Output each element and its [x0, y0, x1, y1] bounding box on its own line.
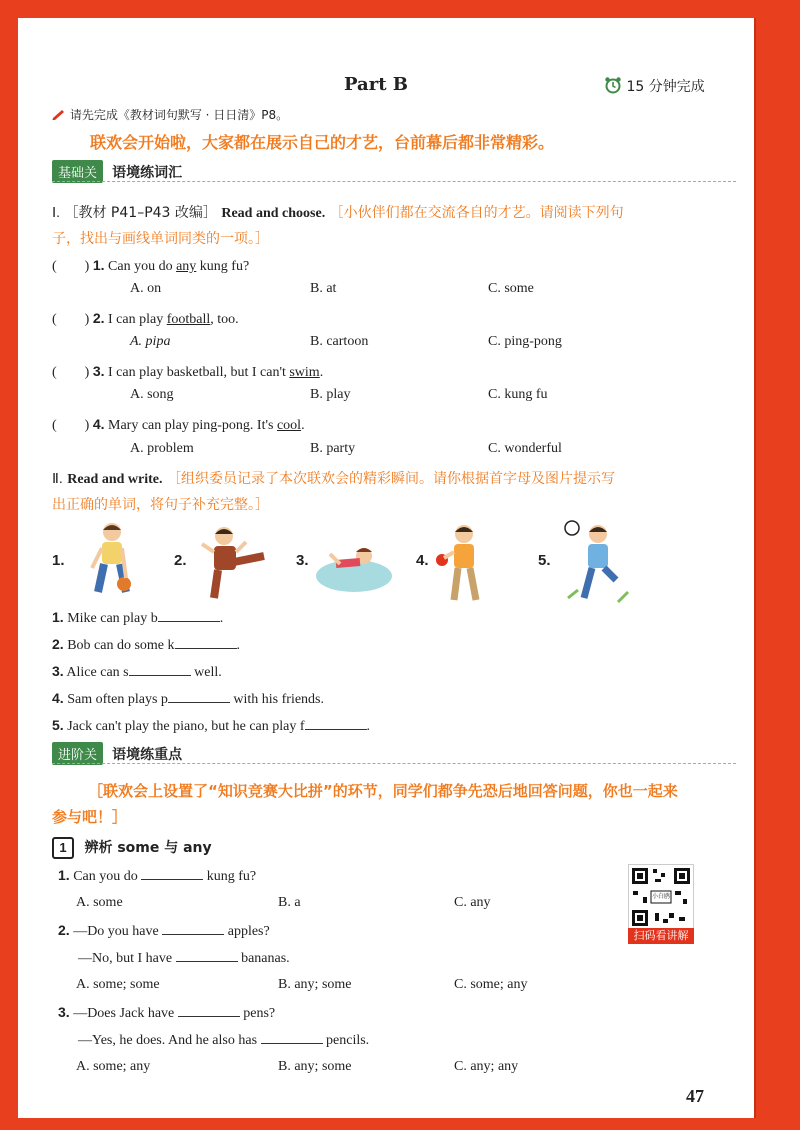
answer-blank[interactable]: [158, 609, 220, 622]
sentence-text: with his friends.: [229, 692, 325, 707]
answer-blank[interactable]: [176, 949, 238, 962]
option-b[interactable]: B. party: [310, 441, 356, 456]
page-number: 47: [686, 1086, 704, 1106]
basic-tag: 基础关: [52, 160, 103, 183]
advanced-hint-1: ［联欢会上设置了“知识竞赛大比拼”的环节，同学们都争先恐后地回答问题，你也一起来: [88, 782, 678, 800]
question-text: Can you do: [73, 869, 142, 884]
advanced-tag: 进阶关: [52, 742, 103, 765]
option-a[interactable]: A. some: [76, 895, 123, 910]
part3-title: 辨析 some 与 any: [84, 840, 212, 856]
question-number: 1.: [58, 867, 70, 883]
part2-sentence-1: [52, 609, 223, 627]
answer-blank[interactable]: [178, 1004, 240, 1017]
option-c[interactable]: C. kung fu: [488, 387, 548, 402]
sentence-text: Jack can't play the piano, but he can play f: [67, 719, 305, 734]
question-text: —Does Jack have: [73, 1006, 178, 1021]
ping-pong-picture: [430, 520, 494, 606]
part1-question-2: [52, 308, 239, 328]
question-number: 2.: [92, 310, 105, 326]
question-text: I can play basketball, but I can't: [108, 365, 290, 380]
question-number: 3.: [58, 1004, 70, 1020]
part1-heading: [52, 202, 624, 222]
picture-label: 1.: [52, 552, 65, 569]
sentence-text: .: [366, 719, 371, 734]
part1-hint-1: ［小伙伴们都在交流各自的才艺。请阅读下列句: [329, 205, 624, 221]
part3-heading: [52, 837, 212, 859]
question-number: 4.: [92, 416, 105, 432]
answer-paren[interactable]: ( ): [52, 418, 90, 433]
alarm-clock-icon: [604, 76, 622, 94]
sentence-number: 3.: [52, 663, 64, 679]
option-b[interactable]: B. any; some: [278, 1059, 352, 1074]
option-a[interactable]: A. on: [130, 281, 162, 296]
option-c[interactable]: C. some: [488, 281, 534, 296]
answer-paren[interactable]: ( ): [52, 259, 90, 274]
option-a[interactable]: A. problem: [130, 441, 194, 456]
sentence-text: Mike can play b: [67, 611, 158, 626]
answer-paren[interactable]: ( ): [52, 365, 90, 380]
question-text: —Do you have: [73, 924, 163, 939]
question-text: —Yes, he does. And he also has: [78, 1033, 261, 1048]
sentence-text: Alice can s: [66, 665, 129, 680]
sentence-number: 2.: [52, 636, 64, 652]
answer-blank[interactable]: [168, 690, 230, 703]
sentence-text: Sam often plays p: [67, 692, 168, 707]
option-c[interactable]: C. some; any: [454, 977, 528, 992]
underlined-word: swim: [289, 365, 320, 380]
question-text: .: [301, 418, 305, 433]
qr-caption: 扫码看讲解: [628, 928, 694, 944]
answer-blank[interactable]: [141, 867, 203, 880]
divider: [52, 181, 736, 182]
part3-number-box: 1: [52, 837, 74, 859]
picture-label: 4.: [416, 552, 429, 569]
basketball-player-picture: [80, 518, 144, 602]
part3-question-3-line-2: [78, 1031, 369, 1049]
page-title: Part B: [344, 74, 408, 95]
basic-title: 语境练词汇: [112, 165, 183, 181]
answer-blank[interactable]: [175, 636, 237, 649]
pencil-icon: [52, 108, 66, 120]
qr-inner-label: 小白鸥: [652, 893, 671, 900]
option-a[interactable]: A. some; any: [76, 1059, 151, 1074]
part2-hint-1: ［组织委员记录了本次联欢会的精彩瞬间。请你根据首字母及图片提示写: [166, 471, 615, 487]
part1-instruction: Read and choose.: [221, 206, 326, 221]
question-text: pencils.: [322, 1033, 370, 1048]
sentence-text: well.: [190, 665, 222, 680]
underlined-word: football: [166, 312, 211, 327]
part1-question-1: [52, 255, 249, 275]
part2-sentence-5: [52, 717, 370, 735]
question-number: 2.: [58, 922, 70, 938]
sentence-text: .: [236, 638, 241, 653]
part3-question-2-line-2: [78, 949, 290, 967]
option-c[interactable]: C. any: [454, 895, 491, 910]
part2-heading: [52, 468, 615, 488]
question-text: kung fu?: [203, 869, 257, 884]
kung-fu-picture: [198, 522, 270, 602]
option-b[interactable]: B. a: [278, 895, 301, 910]
question-text: pens?: [239, 1006, 276, 1021]
option-c[interactable]: C. ping-pong: [488, 334, 562, 349]
swimming-picture: [314, 530, 394, 598]
question-number: 1.: [92, 257, 105, 273]
sentence-text: Bob can do some k: [67, 638, 175, 653]
option-b[interactable]: B. play: [310, 387, 351, 402]
part2-hint-2: 出正确的单词，将句子补充完整。］: [52, 497, 269, 513]
sentence-number: 5.: [52, 717, 64, 733]
football-picture: [558, 518, 634, 606]
question-text: bananas.: [237, 951, 290, 966]
advanced-section-header: [52, 742, 182, 765]
picture-label: 5.: [538, 552, 551, 569]
picture-label: 2.: [174, 552, 187, 569]
part2-sentence-3: [52, 663, 222, 681]
question-text: , too.: [210, 312, 239, 327]
prereq-text: 请先完成《教材词句默写 · 日日清》P8。: [69, 108, 289, 122]
prereq-note: [52, 106, 288, 123]
answer-blank[interactable]: [129, 663, 191, 676]
part2-roman: Ⅱ.: [52, 470, 63, 486]
answer-blank[interactable]: [162, 922, 224, 935]
sentence-number: 1.: [52, 609, 64, 625]
question-text: Can you do: [108, 259, 177, 274]
picture-label: 3.: [296, 552, 309, 569]
qr-code[interactable]: [628, 864, 694, 930]
advanced-title: 语境练重点: [112, 747, 183, 763]
option-b[interactable]: B. cartoon: [310, 334, 369, 349]
option-c[interactable]: C. wonderful: [488, 441, 562, 456]
question-text: apples?: [224, 924, 270, 939]
part3-question-1: [58, 867, 256, 885]
basic-section-header: [52, 160, 182, 183]
option-a[interactable]: A. pipa: [130, 334, 171, 349]
part1-source: ［教材 P41–P43 改编］: [64, 205, 217, 221]
advanced-hint-2: 参与吧！］: [52, 808, 128, 826]
part2-sentence-2: [52, 636, 240, 654]
answer-blank[interactable]: [305, 717, 367, 730]
sentence-text: .: [219, 611, 224, 626]
question-number: 3.: [92, 363, 105, 379]
option-a[interactable]: A. song: [130, 387, 174, 402]
option-c[interactable]: C. any; any: [454, 1059, 519, 1074]
underlined-word: cool: [276, 418, 302, 433]
sentence-number: 4.: [52, 690, 64, 706]
option-a[interactable]: A. some; some: [76, 977, 160, 992]
part1-question-3: [52, 361, 323, 381]
part1-hint-2: 子，找出与画线单词同类的一项。］: [52, 231, 269, 247]
answer-blank[interactable]: [261, 1031, 323, 1044]
question-text: kung fu?: [196, 259, 250, 274]
intro-text: 联欢会开始啦，大家都在展示自己的才艺，台前幕后都非常精彩。: [90, 133, 555, 152]
question-text: —No, but I have: [78, 951, 176, 966]
timer: [604, 76, 705, 96]
question-text: I can play: [108, 312, 167, 327]
question-text: Mary can play ping-pong. It's: [108, 418, 277, 433]
part3-question-2: [58, 922, 270, 940]
underlined-word: any: [176, 259, 197, 274]
part1-roman: Ⅰ.: [52, 204, 61, 220]
question-text: .: [319, 365, 324, 380]
option-b[interactable]: B. any; some: [278, 977, 352, 992]
worksheet-page: [18, 18, 754, 1118]
part3-question-3: [58, 1004, 275, 1022]
part2-sentence-4: [52, 690, 324, 708]
timer-text: 15 分钟完成: [626, 79, 705, 95]
part1-question-4: [52, 414, 305, 434]
divider: [52, 763, 736, 764]
part2-instruction: Read and write.: [67, 472, 163, 487]
option-b[interactable]: B. at: [310, 281, 337, 296]
answer-paren[interactable]: ( ): [52, 312, 90, 327]
